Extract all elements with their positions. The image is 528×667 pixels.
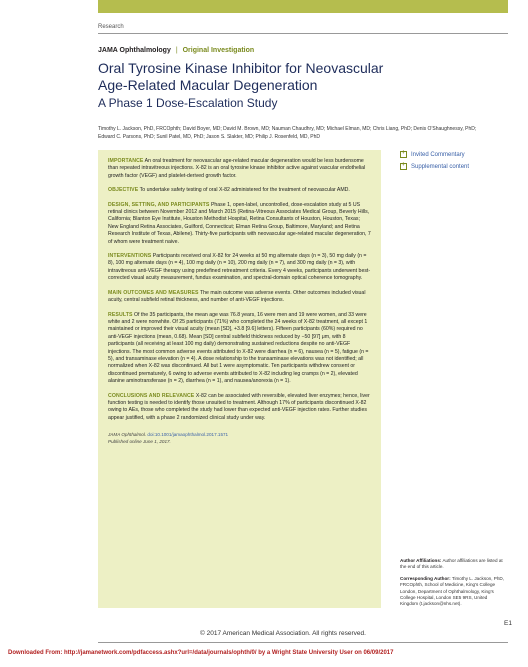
abstract-interventions <box>108 253 371 283</box>
citation <box>108 432 371 445</box>
supplemental-content-link[interactable] <box>400 163 469 170</box>
abstract-heading: CONCLUSIONS AND RELEVANCE <box>108 392 195 399</box>
abstract-heading: INTERVENTIONS <box>108 253 152 260</box>
abstract-heading: RESULTS <box>108 311 133 318</box>
abstract-results <box>108 312 371 386</box>
invited-commentary-link[interactable] <box>400 151 469 158</box>
abstract-text: Of the 35 participants, the mean age was 76.8 years, 16 were men and 19 were women, and 33 were white and 2 were nonwhite. Of 25 participants (71%) who completed the 24 weeks of X-82 treatment, all except 1 maintained or improved their visual acuity (mean [SD], +3.8 [9.6] letters). Fifteen participants (60%) required no anti-VEGF injections (mean, 0.68). Mean [SD] central subfield thickness reduced by −50 [97] μm, with 8 participants (all receiving at least 100 mg daily) demonstrating sustained reductions despite no anti-VEGF injections. The most common adverse events attributed to X-82 were diarrhea (n = 6), nausea (n = 5), fatigue (n = 5), and transaminase elevation (n = 4). A dose relationship to the transaminase elevations was not identified; all normalized when X-82 was discontinued. All but 1 were asymptomatic. Ten participants withdrew consent or discontinued prematurely, 6 owing to adverse events attributed to X-82 including leg cramps (n = 2), elevated alanine aminotransferase (n = 2), diarrhea (n = 1), and nausea/anorexia (n = 1). <box>108 311 369 385</box>
article-type: Original Investigation <box>182 47 255 54</box>
page-number: E1 <box>504 620 512 627</box>
abstract-heading: MAIN OUTCOMES AND MEASURES <box>108 289 199 296</box>
abstract-heading: DESIGN, SETTING, AND PARTICIPANTS <box>108 201 210 208</box>
abstract-text: To undertake safety testing of oral X-82 administered for the treatment of neovascular AMD. <box>139 187 350 194</box>
download-footer: Downloaded From: http://jamanetwork.com/pdfaccess.ashx?url=/data/journals/ophth/0/ by a Wright State University User on 06/09/2017 <box>8 650 394 656</box>
citation-journal: JAMA Ophthalmol. <box>108 432 147 438</box>
affiliations-text: Author affiliations are listed at the end of this article. <box>400 558 503 570</box>
sidebar-links <box>400 151 469 175</box>
citation-published: Published online June 1, 2017. <box>108 438 171 444</box>
abstract-text: Phase 1, open-label, uncontrolled, dose-escalation study at 5 US retinal clinics between November 2012 and March 2015 (Retina-Vitreous Associates Medical Group, Beverly Hills, California; Blanton Eye Institute, Houston Methodist Hospital, Retina Consultants of Houston, Houston, Texas; New England Retina Associates, Guilford, Connecticut; Elman Retina Group, Baltimore, Maryland; and Retina Research Institute of Texas, Abilene). Thirty-five participants with neovascular age-related macular degeneration, 7 of whom were treatment naive. <box>108 201 371 245</box>
abstract-heading: IMPORTANCE <box>108 158 144 164</box>
corresponding-text: Timothy L. Jackson, PhD, FRCOphth, School of Medicine, King's College London, Department of Ophthalmology, King's College Hospital, London SE5 9RS, United Kingdom (t.jackson@nhs.net). <box>400 575 504 607</box>
plus-box-icon <box>400 151 407 158</box>
abstract-text: The main outcome was adverse events. Other outcomes included visual acuity, central subfield retinal thickness, and number of anti-VEGF injections. <box>108 289 366 304</box>
abstract-design <box>108 202 371 246</box>
footer-divider <box>98 642 508 643</box>
abstract-outcomes <box>108 290 371 305</box>
article-title: Oral Tyrosine Kinase Inhibitor for Neovascular Age-Related Macular Degeneration <box>98 60 384 93</box>
link-label: Invited Commentary <box>411 151 465 158</box>
abstract-box <box>98 150 381 608</box>
affiliations-label: Author Affiliations: <box>400 558 442 563</box>
corresponding-author <box>400 576 505 608</box>
journal-line <box>98 47 254 54</box>
section-label: Research <box>98 24 124 30</box>
abstract-importance <box>108 158 371 180</box>
citation-doi-link[interactable]: doi:10.1001/jamaophthalmol.2017.1571 <box>147 432 229 438</box>
article-subtitle: A Phase 1 Dose-Escalation Study <box>98 96 278 110</box>
copyright: © 2017 American Medical Association. All rights reserved. <box>200 630 366 637</box>
abstract-heading: OBJECTIVE <box>108 187 139 194</box>
abstract-conclusions <box>108 393 371 423</box>
abstract-text: Participants received oral X-82 for 24 weeks at 50 mg alternate days (n = 3), 50 mg daily (n = 8), 100 mg alternate days (n = 4), 100 mg daily (n = 10), 200 mg daily (n = 7), and 300 mg daily (n = 3), with intravitreous anti-VEGF therapy using predefined retreatment criteria. Every 4 weeks, participants underwent best-corrected visual acuity measurement, fundus examination, and spectral-domain optical coherence tomography. <box>108 253 371 282</box>
author-notes <box>400 558 505 613</box>
abstract-text: X-82 can be associated with reversible, elevated liver enzymes; hence, liver function testing is needed to identify those unsuited to treatment. Although 17% of participants discontinued X-82 owing to AEs, those who completed the study had lower than expected anti-VEGF injection rates. Further studies appear justified, with a phase 2 randomized clinical study under way. <box>108 392 370 421</box>
abstract-text: An oral treatment for neovascular age-related macular degeneration would be less burdensome than repeated intravitreous injections. X-82 is an oral tyrosine kinase inhibitor active against vascular endothelial growth factor (VEGF) and platelet-derived growth factor. <box>108 158 366 179</box>
corresponding-label: Corresponding Author: <box>400 575 451 581</box>
link-label: Supplemental content <box>411 163 470 170</box>
header-color-bar <box>98 0 508 13</box>
abstract-objective <box>108 187 371 194</box>
header-divider <box>98 33 508 34</box>
author-affiliations <box>400 558 505 571</box>
journal-separator: | <box>175 47 178 54</box>
author-list: Timothy L. Jackson, PhD, FRCOphth; David Boyer, MD; David M. Brown, MD; Nauman Chaudhry, MD; Michael Elman, MD; Chris Liang, PhD; Denis O'Shaughnessy, PhD; Edward C. Parsons, PhD; Sunil Patel, MD, PhD; Jason S. Slakter, MD; Philip J. Rosenfeld, MD, PhD <box>98 126 477 140</box>
plus-box-icon <box>400 163 407 170</box>
journal-name: JAMA Ophthalmology <box>98 47 171 54</box>
